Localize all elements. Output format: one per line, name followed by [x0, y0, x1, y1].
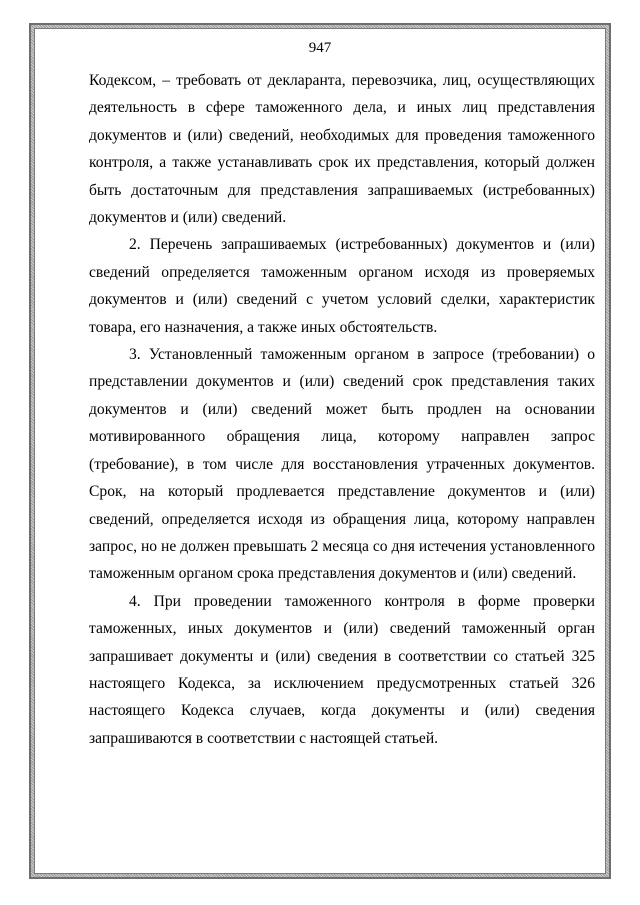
paragraph-item-4: 4. При проведении таможенного контроля в форме проверки таможенных, иных документов и (или) сведений таможенный орган запрашивает документы и (или) сведения в соответствии со статьей 325 настоящего Кодекса, за исключением предусмотренных статьей 326 настоящего Кодекса случаев, когда документы и (или) сведения запрашиваются в соответствии с настоящей статьей. [89, 592, 595, 747]
paragraph-item-3: 3. Установленный таможенным органом в запросе (требовании) о представлении документов и (или) сведений срок представления таких документов и (или) сведений может быть продлен на основании мотивированного обращения лица, которому направлен запрос (требование), в том числе для восстановления утраченных документов. Срок, на который продлевается представление документов и (или) сведений, определяется исходя из обращения лица, которому направлен запрос, но не должен превышать 2 месяца со дня истечения установленного таможенным органом срока представления документов и (или) сведений. [89, 346, 595, 583]
paragraph-item-2: 2. Перечень запрашиваемых (истребованных) документов и (или) сведений определяется таможенным органом исходя из проверяемых документов и (или) сведений с учетом условий сделки, характеристик товара, его назначения, а также иных обстоятельств. [89, 236, 595, 336]
page-number: 947 [308, 40, 332, 56]
document-body [89, 67, 595, 752]
paragraph-continuation: Кодексом, – требовать от декларанта, перевозчика, лиц, осуществляющих деятельность в сфере таможенного дела, и иных лиц представления документов и (или) сведений, необходимых для проведения таможенного контроля, а также устанавливать срок их представления, который должен быть достаточным для представления запрашиваемых (истребованных) документов и (или) сведений. [89, 72, 595, 227]
